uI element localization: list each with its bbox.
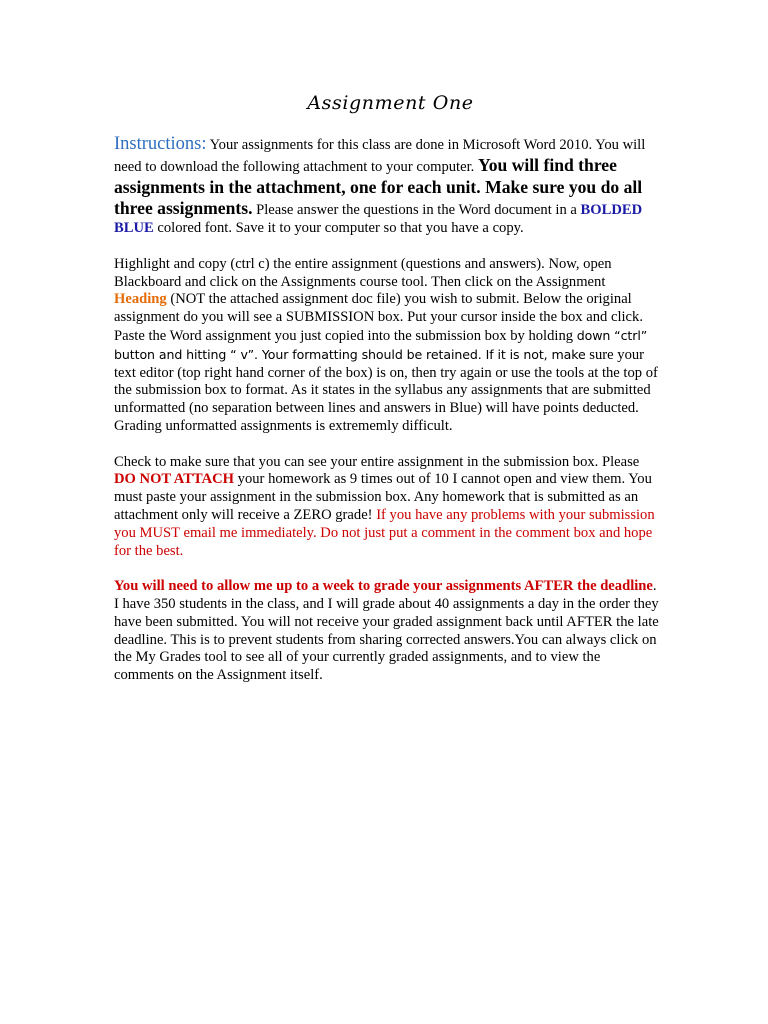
document-title: Assignment One [307, 92, 474, 114]
do-not-attach-text: DO NOT ATTACH [114, 471, 235, 488]
paragraph-text: Highlight and copy (ctrl c) the entire assignment (questions and answers). Now, open Blackboard and click on the Assignments course tool. Then click on the Assignment [114, 255, 612, 290]
grading-deadline-text: You will need to allow me up to a week to grade your assignments AFTER the deadline [114, 578, 653, 595]
paragraph-text: Your assignments for this class are done in Microsoft Word 2010. You will need to download the following attachment to your computer. [114, 137, 646, 175]
document-body [114, 90, 659, 703]
instructions-paragraph [114, 136, 659, 238]
alternate-font-text: down “ctrl” button and hitting “ v”. Your formatting should be retained. If it is not, make [114, 327, 648, 362]
paragraph-text: . I have 350 students in the class, and I will grade about 40 assignments a day in the order they have been submitted. You will not receive your graded assignment back until AFTER the late deadline. This is to prevent students from sharing corrected answers.You can always click on the My Grades tool to see all of your currently graded assignments, and to view the comments on the Assignment itself. [114, 578, 659, 684]
grading-paragraph [114, 578, 659, 685]
instructions-label: Instructions: [114, 134, 207, 154]
paragraph-text: sure your text editor (top right hand corner of the box) is on, then try again or use the tools at the top of the submission box to format. As it states in the syllabus any assignments that are submitted unformatted (no separation between lines and answers in Blue) will have points deducted. Grading unformatted assignments is extrememly difficult. [114, 346, 658, 434]
paragraph-text: Please answer the questions in the Word document in a [252, 202, 581, 219]
bolded-blue-text: BOLDED BLUE [114, 202, 643, 237]
email-warning-text: If you have any problems with your submission you MUST email me immediately. Do not just put a comment in the comment box and hope for the best. [114, 506, 655, 559]
paragraph-text: your homework as 9 times out of 10 I cannot open and view them. You must paste your assignment in the submission box. Any homework that is submitted as an attachment only will receive a ZERO grade! [114, 471, 652, 523]
emphasis-text: You will find three assignments in the attachment, one for each unit. Make sure you do all three assignments. [114, 154, 643, 219]
paragraph-text: colored font. Save it to your computer so that you have a copy. [153, 220, 524, 237]
submission-paragraph [114, 256, 659, 436]
paragraph-text: (NOT the attached assignment doc file) you wish to submit. Below the original assignment do you will see a SUBMISSION box. Put your cursor inside the box and click. Paste the Word assignment you just copied into the submission box by holding [114, 291, 643, 344]
heading-highlight-text: Heading [114, 291, 167, 308]
attachment-warning-paragraph [114, 454, 659, 561]
paragraph-text: Check to make sure that you can see your entire assignment in the submission box. Please [114, 453, 640, 470]
